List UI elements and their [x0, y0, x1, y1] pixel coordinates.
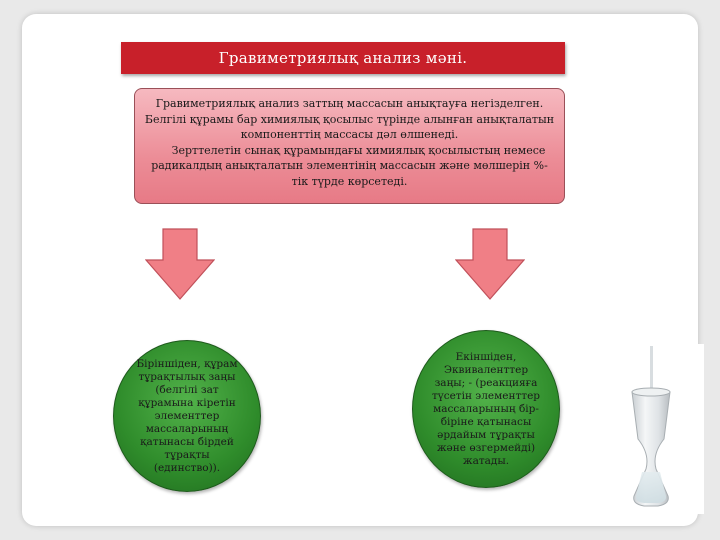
glass-vase-image	[598, 344, 704, 514]
down-arrow-icon-right	[455, 228, 525, 300]
down-arrow-icon-left	[145, 228, 215, 300]
definition-line-2: Белгілі құрамы бар химиялық қосылыс түрінде алынған анықталатын компоненттің массасы дәл өлшенеді.	[144, 112, 555, 141]
first-law-text: Біріншіден, құрам тұрақтылық заңы (белгілі зат құрамына кіретін элементтер массаларының қатынасы бірдей тұрақты (единство)).	[136, 357, 238, 474]
definition-line-1: Гравиметриялық анализ заттың массасын анықтауға негізделген.	[155, 97, 544, 110]
second-law-text: Екіншіден, Эквиваленттер заңы; - (реакцияға түсетін элементтер массаларының бір-біріне қатынасы әрдайым тұрақты және өзгермейді) жатады.	[431, 350, 541, 467]
definition-line-3: Зерттелетін сынақ құрамындағы химиялық қосылыстың немесе радикалдың анықталатын элементінің массасын және мөлшерін %-тік түрде көрсетеді.	[151, 143, 548, 188]
definition-box	[134, 88, 565, 204]
second-law-circle	[412, 330, 560, 488]
slide-title: Гравиметриялық анализ мәні.	[121, 42, 565, 74]
first-law-circle	[113, 340, 261, 492]
hourglass-vase-icon	[598, 344, 704, 514]
